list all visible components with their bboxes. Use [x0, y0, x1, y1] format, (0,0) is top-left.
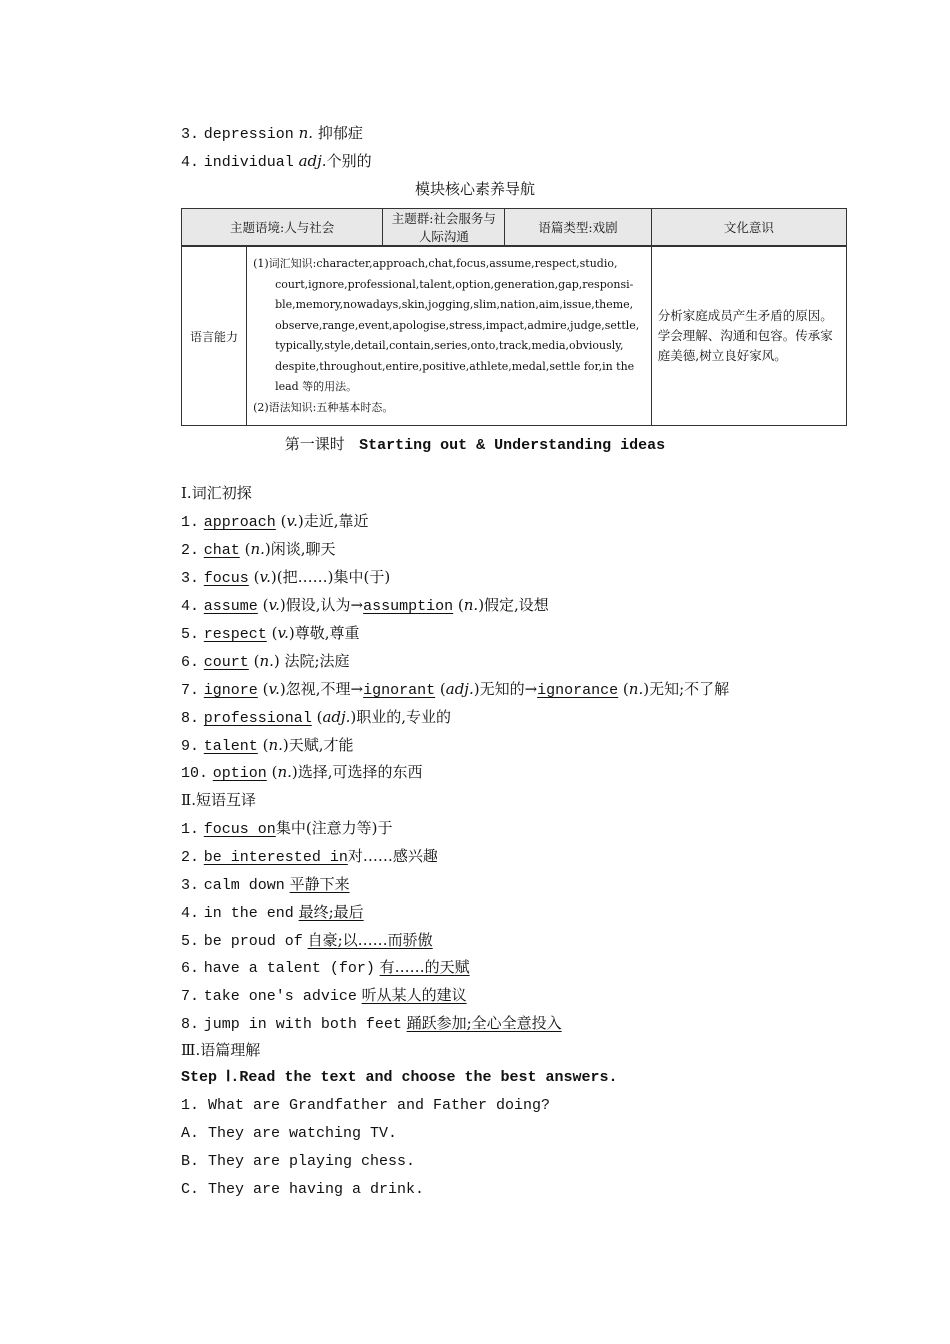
step-instruction: Step Ⅰ.Read the text and choose the best answers.	[181, 1069, 618, 1086]
phrase-en: calm down	[203, 877, 285, 894]
vocab-item: 4. assume (v.)假设,认为→assumption (n.)假定,设想	[181, 596, 549, 615]
vocab-item: 1. approach (v.)走近,靠近	[181, 512, 369, 531]
item-number: 4.	[181, 598, 200, 615]
item-number: 6.	[181, 960, 200, 977]
item-number: 5.	[181, 933, 200, 950]
item-number: 2.	[181, 849, 200, 866]
phrase-en: be proud of	[203, 933, 303, 950]
phrase-en: take one's advice	[203, 988, 357, 1005]
lesson-title-cn: 第一课时	[284, 435, 345, 453]
question-text: 1. What are Grandfather and Father doing?	[181, 1097, 551, 1114]
phrase-item	[181, 957, 470, 979]
header-theme-context: 主题语境:人与社会	[182, 209, 383, 247]
item-meaning: )职业的,专业的	[350, 708, 452, 726]
item-number: 8.	[181, 710, 200, 727]
answer-phrase: 听从某人的建议	[361, 986, 467, 1004]
item-word: individual	[203, 154, 294, 171]
section-title: Ⅲ.语篇理解	[181, 1041, 261, 1059]
header-culture: 文化意识	[651, 209, 846, 247]
item-pos: adj.	[298, 152, 327, 170]
module-title: 模块核心素养导航	[414, 180, 535, 198]
item-pos: adj.	[445, 680, 474, 698]
item-pos: n.	[277, 763, 292, 781]
option-a: A. They are watching TV.	[181, 1125, 398, 1142]
item-number: 10.	[181, 765, 209, 782]
vocab-line: (1)词汇知识:character,approach,chat,focus,assume,respect,studio,	[253, 257, 618, 270]
vocab-item: 5. respect (v.)尊敬,尊重	[181, 624, 360, 643]
option-b: B. They are playing chess.	[181, 1153, 416, 1170]
item-pos: n.	[628, 680, 644, 698]
item-number: 4.	[181, 905, 200, 922]
item-pos: v.	[277, 624, 289, 642]
item-meaning: )忽视,不理→	[279, 680, 364, 698]
vocab-line: court,ignore,professional,talent,option,generation,gap,responsi-	[275, 277, 634, 291]
answer-word: option	[212, 765, 267, 782]
answer-phrase: 有……的天赋	[379, 958, 470, 976]
item-number: 3.	[181, 570, 200, 587]
section-title: Ⅰ.词汇初探	[181, 484, 252, 502]
item-number: 1.	[181, 514, 200, 531]
answer-word: assumption	[363, 598, 454, 615]
item-number: 7.	[181, 988, 200, 1005]
answer-phrase: be interested in	[203, 849, 348, 866]
item-pos: v.	[259, 568, 271, 586]
item-meaning: )尊敬,尊重	[288, 624, 360, 642]
item-meaning: ) 法院;法庭	[273, 652, 350, 670]
item-pos: n.	[250, 540, 265, 558]
phrase-cn: 对……感兴趣	[347, 847, 438, 865]
phrase-item	[181, 818, 393, 840]
answer-word: ignorant	[363, 682, 436, 699]
item-meaning: 抑郁症	[317, 124, 363, 142]
phrase-item	[181, 985, 467, 1007]
vocab-item: 8. professional (adj.)职业的,专业的	[181, 708, 452, 727]
item-number: 9.	[181, 738, 200, 755]
phrase-en: have a talent (for)	[203, 960, 375, 977]
item-pos: v.	[286, 512, 298, 530]
item-meaning: 个别的	[326, 152, 372, 170]
phrase-en: jump in with both feet	[203, 1016, 402, 1033]
answer-word: assume	[203, 598, 258, 615]
vocab-item: 3. focus (v.)(把……)集中(于)	[181, 568, 391, 587]
vocab-item: 2. chat (n.)闲谈,聊天	[181, 540, 336, 559]
answer-word: ignorance	[537, 682, 619, 699]
item-meaning: )假设,认为→	[279, 596, 364, 614]
answer-phrase: 踊跃参加;全心全意投入	[406, 1014, 562, 1032]
answer-word: professional	[203, 710, 312, 727]
item-pos: n.	[259, 652, 274, 670]
vocab-item: 9. talent (n.)天赋,才能	[181, 736, 354, 755]
top-item-4	[181, 151, 372, 173]
lesson-title-en: Starting out & Understanding ideas	[359, 437, 666, 454]
vocab-item: 7. ignore (v.)忽视,不理→ignorant (adj.)无知的→ignorance (n.)无知;不了解	[181, 680, 730, 699]
item-meaning: )无知的→	[473, 680, 538, 698]
culture-content: 分析家庭成员产生矛盾的原因。学会理解、沟通和包容。传承家庭美德,树立良好家风。	[651, 246, 846, 426]
item-meaning: )无知;不了解	[643, 680, 730, 698]
lesson-title	[0, 434, 950, 456]
item-pos: n.	[463, 596, 479, 614]
option-c: C. They are having a drink.	[181, 1181, 425, 1198]
core-literacy-table	[181, 208, 847, 426]
phrase-item	[181, 902, 364, 924]
vocab-line: lead 等的用法。	[275, 380, 358, 393]
item-meaning: )天赋,才能	[282, 736, 354, 754]
grammar-line: (2)语法知识:五种基本时态。	[253, 400, 394, 414]
vocab-line: despite,throughout,entire,positive,athlete,medal,settle for,in the	[275, 359, 635, 373]
phrase-cn: 集中(注意力等)于	[275, 819, 393, 837]
phrase-item	[181, 930, 433, 952]
item-meaning: )选择,可选择的东西	[291, 763, 423, 781]
item-meaning: )(把……)集中(于)	[270, 568, 391, 586]
item-number: 4.	[181, 154, 200, 171]
answer-phrase: 平静下来	[289, 875, 350, 893]
item-word: depression	[203, 126, 294, 143]
item-meaning: )走近,靠近	[297, 512, 369, 530]
vocab-line: ble,memory,nowadays,skin,jogging,slim,nation,aim,issue,theme,	[275, 298, 634, 311]
answer-phrase: 自豪;以……而骄傲	[307, 931, 433, 949]
vocab-line: typically,style,detail,contain,series,onto,track,media,obviously,	[275, 339, 624, 352]
item-number: 1.	[181, 821, 200, 838]
item-pos: adj.	[322, 708, 351, 726]
answer-word: ignore	[203, 682, 258, 699]
item-number: 3.	[181, 126, 200, 143]
item-number: 7.	[181, 682, 200, 699]
answer-phrase: 最终;最后	[298, 903, 364, 921]
vocab-item: 10. option (n.)选择,可选择的东西	[181, 763, 423, 782]
header-theme-group: 主题群:社会服务与人际沟通	[383, 209, 505, 247]
item-number: 3.	[181, 877, 200, 894]
phrase-item	[181, 1013, 562, 1035]
answer-word: approach	[203, 514, 276, 531]
vocab-line: observe,range,event,apologise,stress,impact,admire,judge,settle,	[275, 318, 640, 332]
phrase-en: in the end	[203, 905, 294, 922]
answer-word: court	[203, 654, 249, 671]
answer-word: focus	[203, 570, 249, 587]
item-meaning: )闲谈,聊天	[264, 540, 336, 558]
header-text-type: 语篇类型:戏剧	[505, 209, 651, 247]
item-number: 6.	[181, 654, 200, 671]
row-label-language-ability: 语言能力	[182, 246, 247, 426]
item-number: 5.	[181, 626, 200, 643]
item-number: 2.	[181, 542, 200, 559]
item-pos: v.	[268, 596, 280, 614]
top-item-3	[181, 123, 363, 145]
item-number: 8.	[181, 1016, 200, 1033]
phrase-item	[181, 874, 350, 896]
answer-word: chat	[203, 542, 240, 559]
answer-word: respect	[203, 626, 267, 643]
item-pos: n.	[268, 736, 283, 754]
section-title: Ⅱ.短语互译	[181, 791, 256, 809]
phrase-item	[181, 846, 438, 868]
item-pos: n.	[298, 124, 314, 142]
item-pos: v.	[268, 680, 280, 698]
vocab-item: 6. court (n.) 法院;法庭	[181, 652, 350, 671]
answer-phrase: focus on	[203, 821, 276, 838]
answer-word: talent	[203, 738, 258, 755]
language-ability-content	[247, 246, 652, 426]
item-meaning: )假定,设想	[478, 596, 549, 614]
